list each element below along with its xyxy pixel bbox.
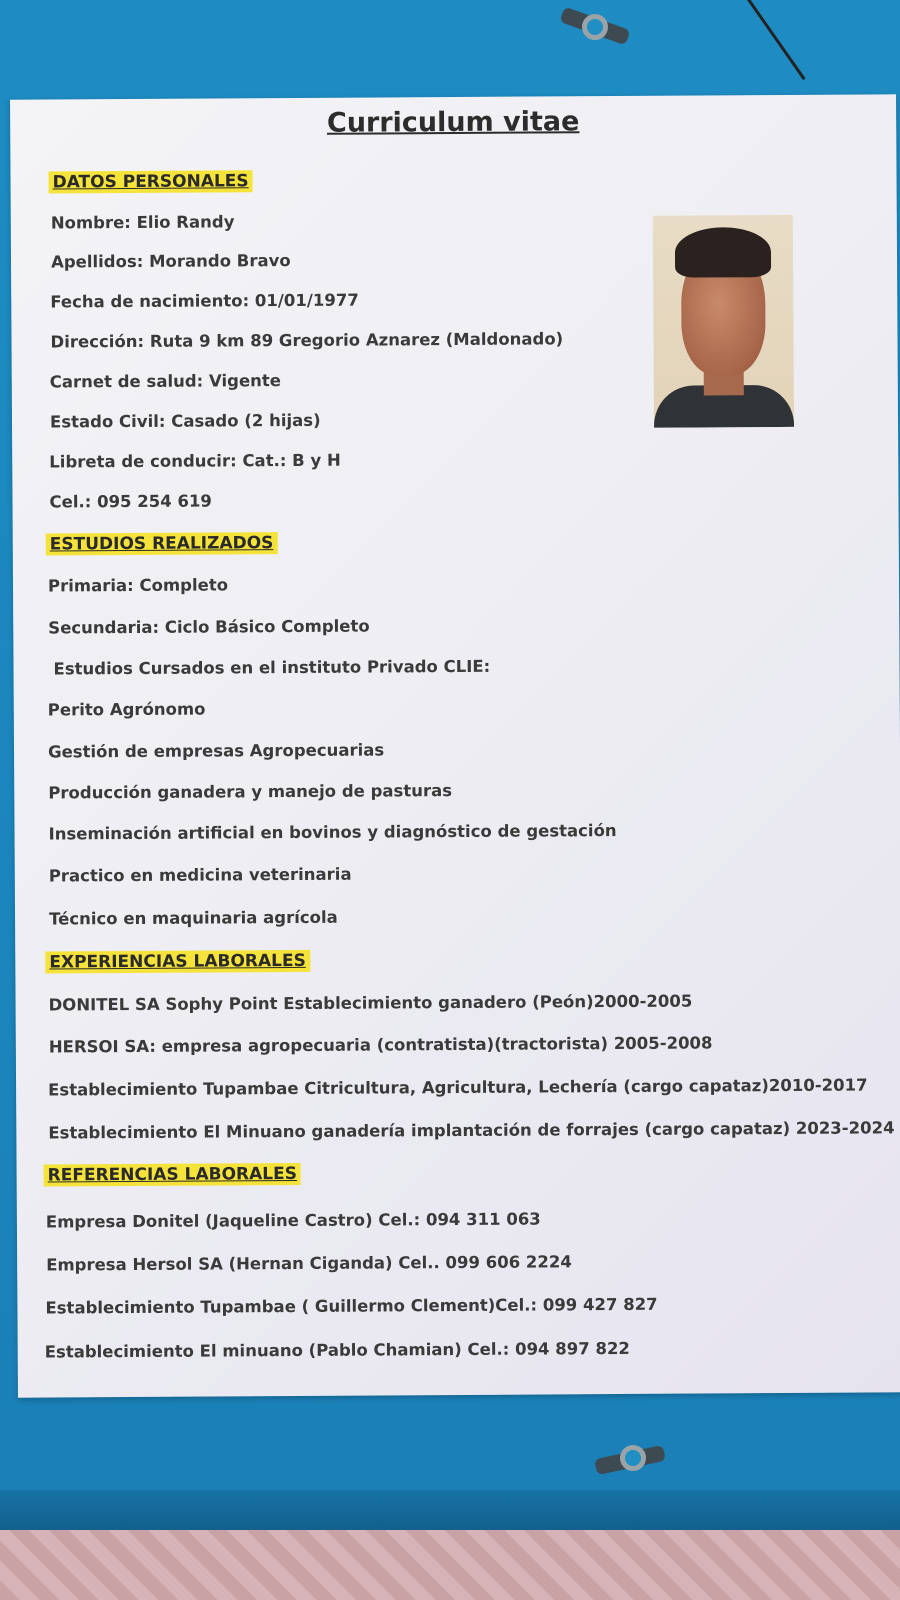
folder-edge bbox=[0, 1490, 900, 1530]
cv-paper bbox=[10, 94, 900, 1397]
reference-line: Establecimiento El minuano (Pablo Chamian) Cel.: 094 897 822 bbox=[44, 1338, 630, 1362]
personal-line: Fecha de nacimiento: 01/01/1977 bbox=[50, 290, 359, 312]
personal-line: Nombre: Elio Randy bbox=[50, 212, 235, 233]
reference-line: Empresa Donitel (Jaqueline Castro) Cel.: 094 311 063 bbox=[45, 1209, 541, 1232]
personal-line: Apellidos: Morando Bravo bbox=[50, 251, 291, 272]
grommet-icon bbox=[620, 1445, 646, 1471]
studies-line: Inseminación artificial en bovinos y diagnóstico de gestación bbox=[48, 821, 617, 844]
photo-portrait bbox=[653, 215, 794, 428]
reference-line: Empresa Hersol SA (Hernan Ciganda) Cel.. 099 606 2224 bbox=[46, 1252, 572, 1275]
studies-line: Secundaria: Ciclo Básico Completo bbox=[48, 616, 370, 638]
reference-line: Establecimiento Tupambae ( Guillermo Clement)Cel.: 099 427 827 bbox=[45, 1294, 658, 1318]
studies-line: Perito Agrónomo bbox=[47, 699, 206, 720]
experience-line: DONITEL SA Sophy Point Establecimiento ganadero (Peón)2000-2005 bbox=[48, 991, 693, 1015]
studies-line: Estudios Cursados en el instituto Privado CLIE: bbox=[53, 656, 491, 679]
heading-experience: EXPERIENCIAS LABORALES bbox=[45, 950, 310, 974]
experience-line: HERSOI SA: empresa agropecuaria (contratista)(tractorista) 2005-2008 bbox=[48, 1033, 713, 1057]
studies-line: Gestión de empresas Agropecuarias bbox=[47, 740, 385, 762]
tablecloth bbox=[0, 1530, 900, 1600]
heading-studies: ESTUDIOS REALIZADOS bbox=[46, 532, 278, 555]
studies-line: Primaria: Completo bbox=[47, 575, 229, 596]
personal-line: Cel.: 095 254 619 bbox=[49, 491, 212, 512]
studies-line: Producción ganadera y manejo de pasturas bbox=[48, 781, 453, 803]
personal-line: Estado Civil: Casado (2 hijas) bbox=[49, 410, 321, 432]
experience-line: Establecimiento El Minuano ganadería implantación de forrajes (cargo capataz) 2023-2024 bbox=[48, 1118, 895, 1143]
personal-line: Libreta de conducir: Cat.: B y H bbox=[49, 450, 341, 472]
personal-line: Dirección: Ruta 9 km 89 Gregorio Aznarez (Maldonado) bbox=[50, 329, 564, 352]
studies-line: Practico en medicina veterinaria bbox=[48, 864, 352, 886]
studies-line: Técnico en maquinaria agrícola bbox=[48, 907, 338, 929]
page-title: Curriculum vitae bbox=[326, 106, 580, 139]
heading-personal: DATOS PERSONALES bbox=[48, 170, 252, 193]
grommet-icon bbox=[582, 14, 608, 40]
experience-line: Establecimiento Tupambae Citricultura, Agricultura, Lechería (cargo capataz)2010-2017 bbox=[48, 1075, 868, 1100]
heading-references: REFERENCIAS LABORALES bbox=[44, 1163, 301, 1187]
personal-line: Carnet de salud: Vigente bbox=[49, 371, 281, 392]
